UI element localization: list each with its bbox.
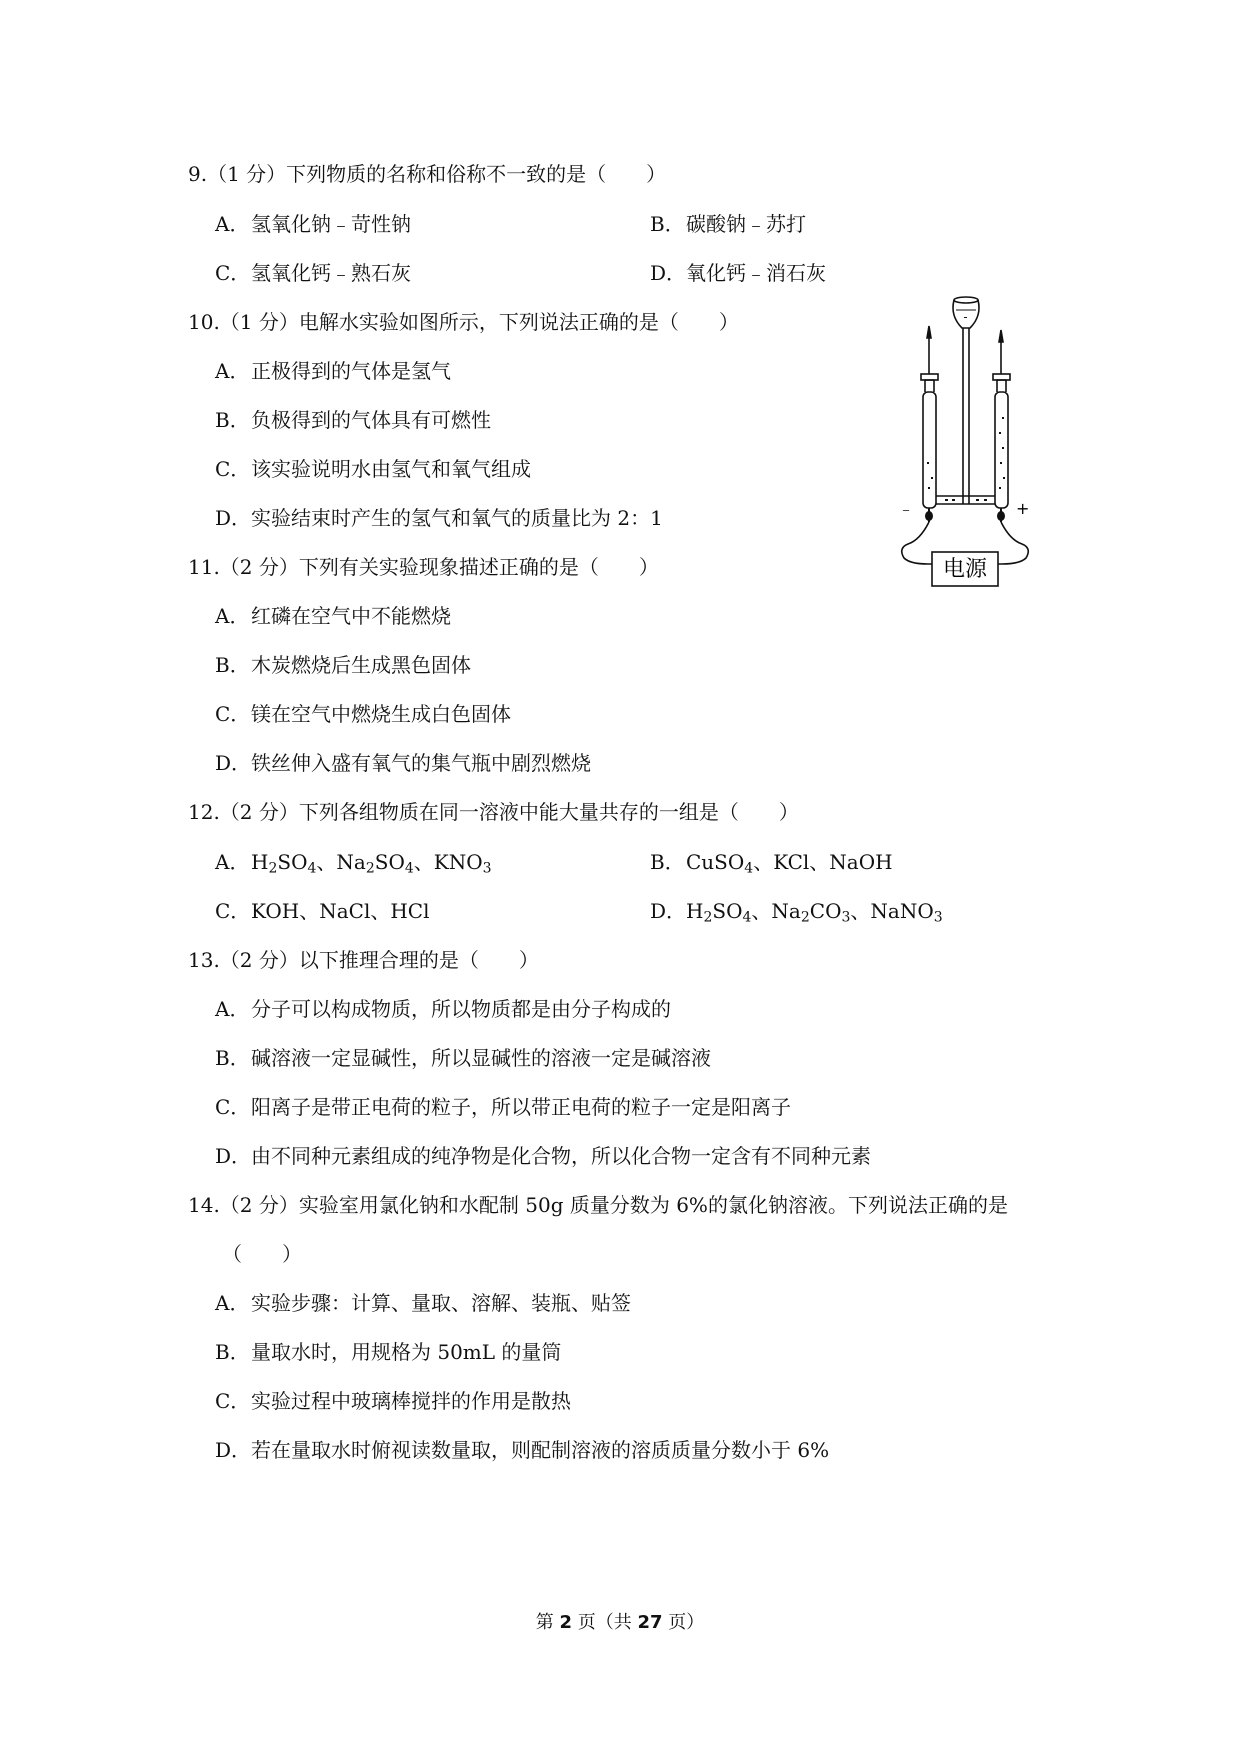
question-10-option-a[interactable] [215,357,451,385]
option-text: 氧化钙﹣消石灰 [686,261,826,285]
option-text: 铁丝伸入盛有氧气的集气瓶中剧烈燃烧 [251,751,591,775]
option-label: C． [215,899,251,923]
option-label: D． [215,1144,252,1168]
positive-terminal-label: + [1016,499,1030,518]
question-11-option-c[interactable] [215,700,511,728]
option-text: 碳酸钠﹣苏打 [686,212,806,236]
option-text: 分子可以构成物质，所以物质都是由分子构成的 [251,997,671,1021]
option-text: 正极得到的气体是氢气 [251,359,451,383]
question-13-option-d[interactable] [215,1142,871,1170]
option-label: D． [650,899,687,923]
question-12-stem: 12.（2 分）下列各组物质在同一溶液中能大量共存的一组是（ ） [188,800,799,824]
option-label: A． [215,850,250,874]
question-10-option-c[interactable] [215,455,531,483]
option-label: B． [650,212,685,236]
option-label: D． [215,506,252,530]
option-label: C． [215,1389,251,1413]
question-14-option-d[interactable] [215,1436,829,1464]
option-label: C． [215,702,251,726]
option-label: D． [650,261,687,285]
question-14-option-a[interactable] [215,1289,631,1317]
option-text: 该实验说明水由氢气和氧气组成 [251,457,531,481]
option-label: B． [215,408,250,432]
option-label: C． [215,457,251,481]
option-label: A． [215,604,250,628]
question-13-option-c[interactable] [215,1093,791,1121]
negative-terminal-label: ﹣ [898,499,915,518]
option-label: B． [215,1340,250,1364]
question-14-stem-continued: （ ） [222,1242,302,1266]
option-formula: CuSO$_4$、KCl、NaOH [686,850,893,877]
option-text: 实验过程中玻璃棒搅拌的作用是散热 [251,1389,571,1413]
option-label: B． [215,1046,250,1070]
option-formula: $H_2SO_4$、$Na_2CO_3$、NaNO$_3$ [686,899,943,926]
question-13-option-a[interactable] [215,995,671,1023]
question-10-option-d[interactable] [215,504,663,532]
option-label: D． [215,1438,252,1462]
option-label: B． [215,653,250,677]
question-14-option-b[interactable] [215,1338,561,1366]
power-supply-label: 电源 [942,557,988,582]
option-text: 氢氧化钙﹣熟石灰 [251,261,411,285]
option-label: A． [215,1291,250,1315]
question-9-stem: 9.（1 分）下列物质的名称和俗称不一致的是（ ） [188,162,667,186]
option-label: C． [215,1095,251,1119]
option-formula: $H_2SO_4$、$Na_2SO_4$、$KNO_3$ [251,850,492,877]
question-11-option-b[interactable] [215,651,471,679]
question-12-option-c[interactable] [215,897,430,925]
question-11-stem: 11.（2 分）下列有关实验现象描述正确的是（ ） [188,555,659,579]
question-13-option-b[interactable] [215,1044,711,1072]
question-9-option-c[interactable] [215,259,411,287]
option-label: A． [215,997,250,1021]
option-text: 量取水时，用规格为 50mL 的量筒 [251,1340,562,1364]
option-text: 木炭燃烧后生成黑色固体 [251,653,471,677]
option-text: 碱溶液一定显碱性，所以显碱性的溶液一定是碱溶液 [251,1046,711,1070]
question-14-stem: 14.（2 分）实验室用氯化钠和水配制 50g 质量分数为 6%的氯化钠溶液。下列说法正确的是 [188,1193,1008,1217]
option-label: D． [215,751,252,775]
option-text: 阳离子是带正电荷的粒子，所以带正电荷的粒子一定是阳离子 [251,1095,791,1119]
question-9-option-b[interactable] [650,210,806,238]
question-9-option-d[interactable] [650,259,826,287]
question-12-option-a[interactable] [215,848,492,876]
option-label: B． [650,850,685,874]
question-12-option-d[interactable] [650,897,943,925]
question-10-stem: 10.（1 分）电解水实验如图所示，下列说法正确的是（ ） [188,310,739,334]
question-11-option-d[interactable] [215,749,591,777]
question-13-stem: 13.（2 分）以下推理合理的是（ ） [188,948,539,972]
question-10-option-b[interactable] [215,406,491,434]
page-footer: 第 2 页（共 27 页） [535,1612,705,1633]
electrolysis-apparatus-diagram [890,282,1040,602]
option-label: A． [215,212,250,236]
option-text: 由不同种元素组成的纯净物是化合物，所以化合物一定含有不同种元素 [251,1144,871,1168]
option-text: 若在量取水时俯视读数量取，则配制溶液的溶质质量分数小于 6% [251,1438,830,1462]
option-label: C． [215,261,251,285]
question-9-option-a[interactable] [215,210,411,238]
option-text: 镁在空气中燃烧生成白色固体 [251,702,511,726]
option-text: 实验步骤：计算、量取、溶解、装瓶、贴签 [251,1291,631,1315]
option-formula: KOH、NaCl、HCl [251,899,430,923]
option-text: 实验结束时产生的氢气和氧气的质量比为 2：1 [251,506,663,530]
total-pages-number: 27 [637,1612,663,1633]
option-text: 红磷在空气中不能燃烧 [251,604,451,628]
question-14-option-c[interactable] [215,1387,571,1415]
question-12-option-b[interactable] [650,848,893,876]
option-text: 氢氧化钠﹣苛性钠 [251,212,411,236]
question-11-option-a[interactable] [215,602,451,630]
option-label: A． [215,359,250,383]
current-page-number: 2 [559,1612,572,1633]
option-text: 负极得到的气体具有可燃性 [251,408,491,432]
